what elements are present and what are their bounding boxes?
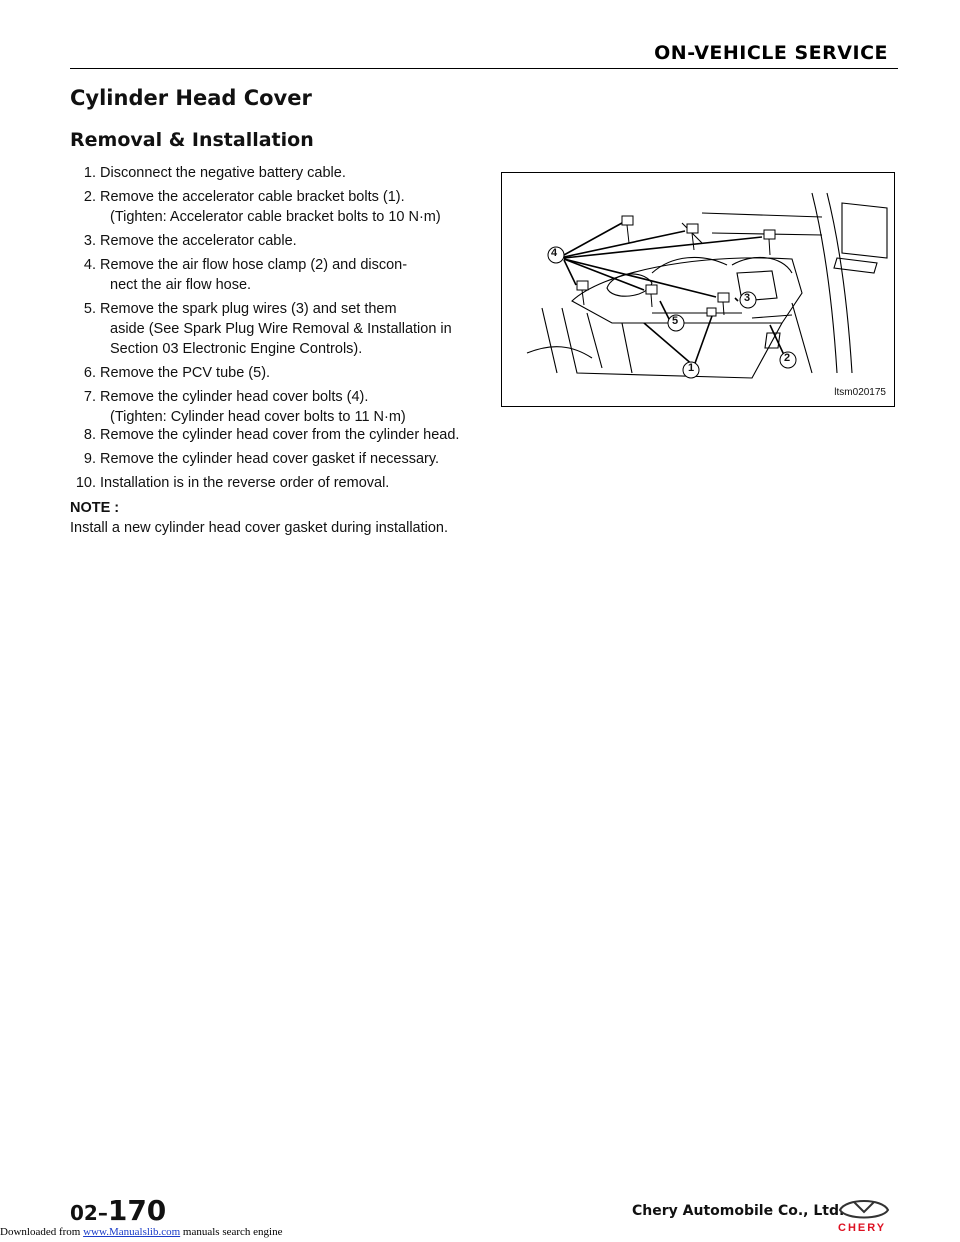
- page-prefix: 02–: [70, 1201, 108, 1225]
- step-7: 7. Remove the cylinder head cover bolts (4). (Tighten: Cylinder head cover bolts to 11 N·m): [83, 389, 406, 425]
- company-name: Chery Automobile Co., Ltd.: [632, 1203, 845, 1219]
- download-suffix: manuals search engine: [180, 1226, 283, 1238]
- download-prefix: Downloaded from: [0, 1226, 84, 1238]
- step-5: 5. Remove the spark plug wires (3) and set them aside (See Spark Plug Wire Removal & Installation in Section 03 Electronic Engine Controls).: [83, 301, 452, 357]
- step-1: 1. Disconnect the negative battery cable.: [83, 165, 346, 181]
- note-label: NOTE :: [70, 500, 120, 516]
- step-8: 8. Remove the cylinder head cover from the cylinder head.: [83, 427, 460, 443]
- section-title: Cylinder Head Cover: [70, 86, 312, 110]
- step-10: 10. Installation is in the reverse order of removal.: [75, 475, 390, 491]
- header-rule: [70, 68, 898, 69]
- engine-figure: [501, 172, 895, 407]
- steps-list-part2: [70, 425, 550, 497]
- running-header: ON-VEHICLE SERVICE: [654, 42, 888, 64]
- page-number: [70, 1194, 166, 1227]
- step-3: 3. Remove the accelerator cable.: [83, 233, 297, 249]
- callout-1: 1: [688, 362, 695, 374]
- step-6: 6. Remove the PCV tube (5).: [83, 365, 271, 381]
- callout-3: 3: [744, 292, 751, 304]
- step-9: 9. Remove the cylinder head cover gasket if necessary.: [83, 451, 440, 467]
- download-footer: [0, 1226, 282, 1238]
- callout-5: 5: [672, 315, 679, 327]
- manualslib-link[interactable]: www.Manualslib.com: [83, 1226, 181, 1238]
- chery-logo-icon: [836, 1196, 892, 1222]
- subsection-title: Removal & Installation: [70, 129, 314, 151]
- engine-illustration: [502, 173, 893, 405]
- steps-list-part1: [70, 163, 470, 431]
- page-number-value: 170: [107, 1194, 167, 1227]
- step-4: 4. Remove the air flow hose clamp (2) and discon- nect the air flow hose.: [83, 257, 408, 293]
- callout-4: 4: [551, 247, 558, 259]
- note-text: Install a new cylinder head cover gasket during installation.: [70, 520, 449, 536]
- step-2: 2. Remove the accelerator cable bracket bolts (1). (Tighten: Accelerator cable bracket bolts to 10 N·m): [83, 189, 441, 225]
- logo-word: CHERY: [838, 1222, 887, 1234]
- callout-2: 2: [784, 352, 791, 364]
- figure-id: ltsm020175: [834, 387, 886, 398]
